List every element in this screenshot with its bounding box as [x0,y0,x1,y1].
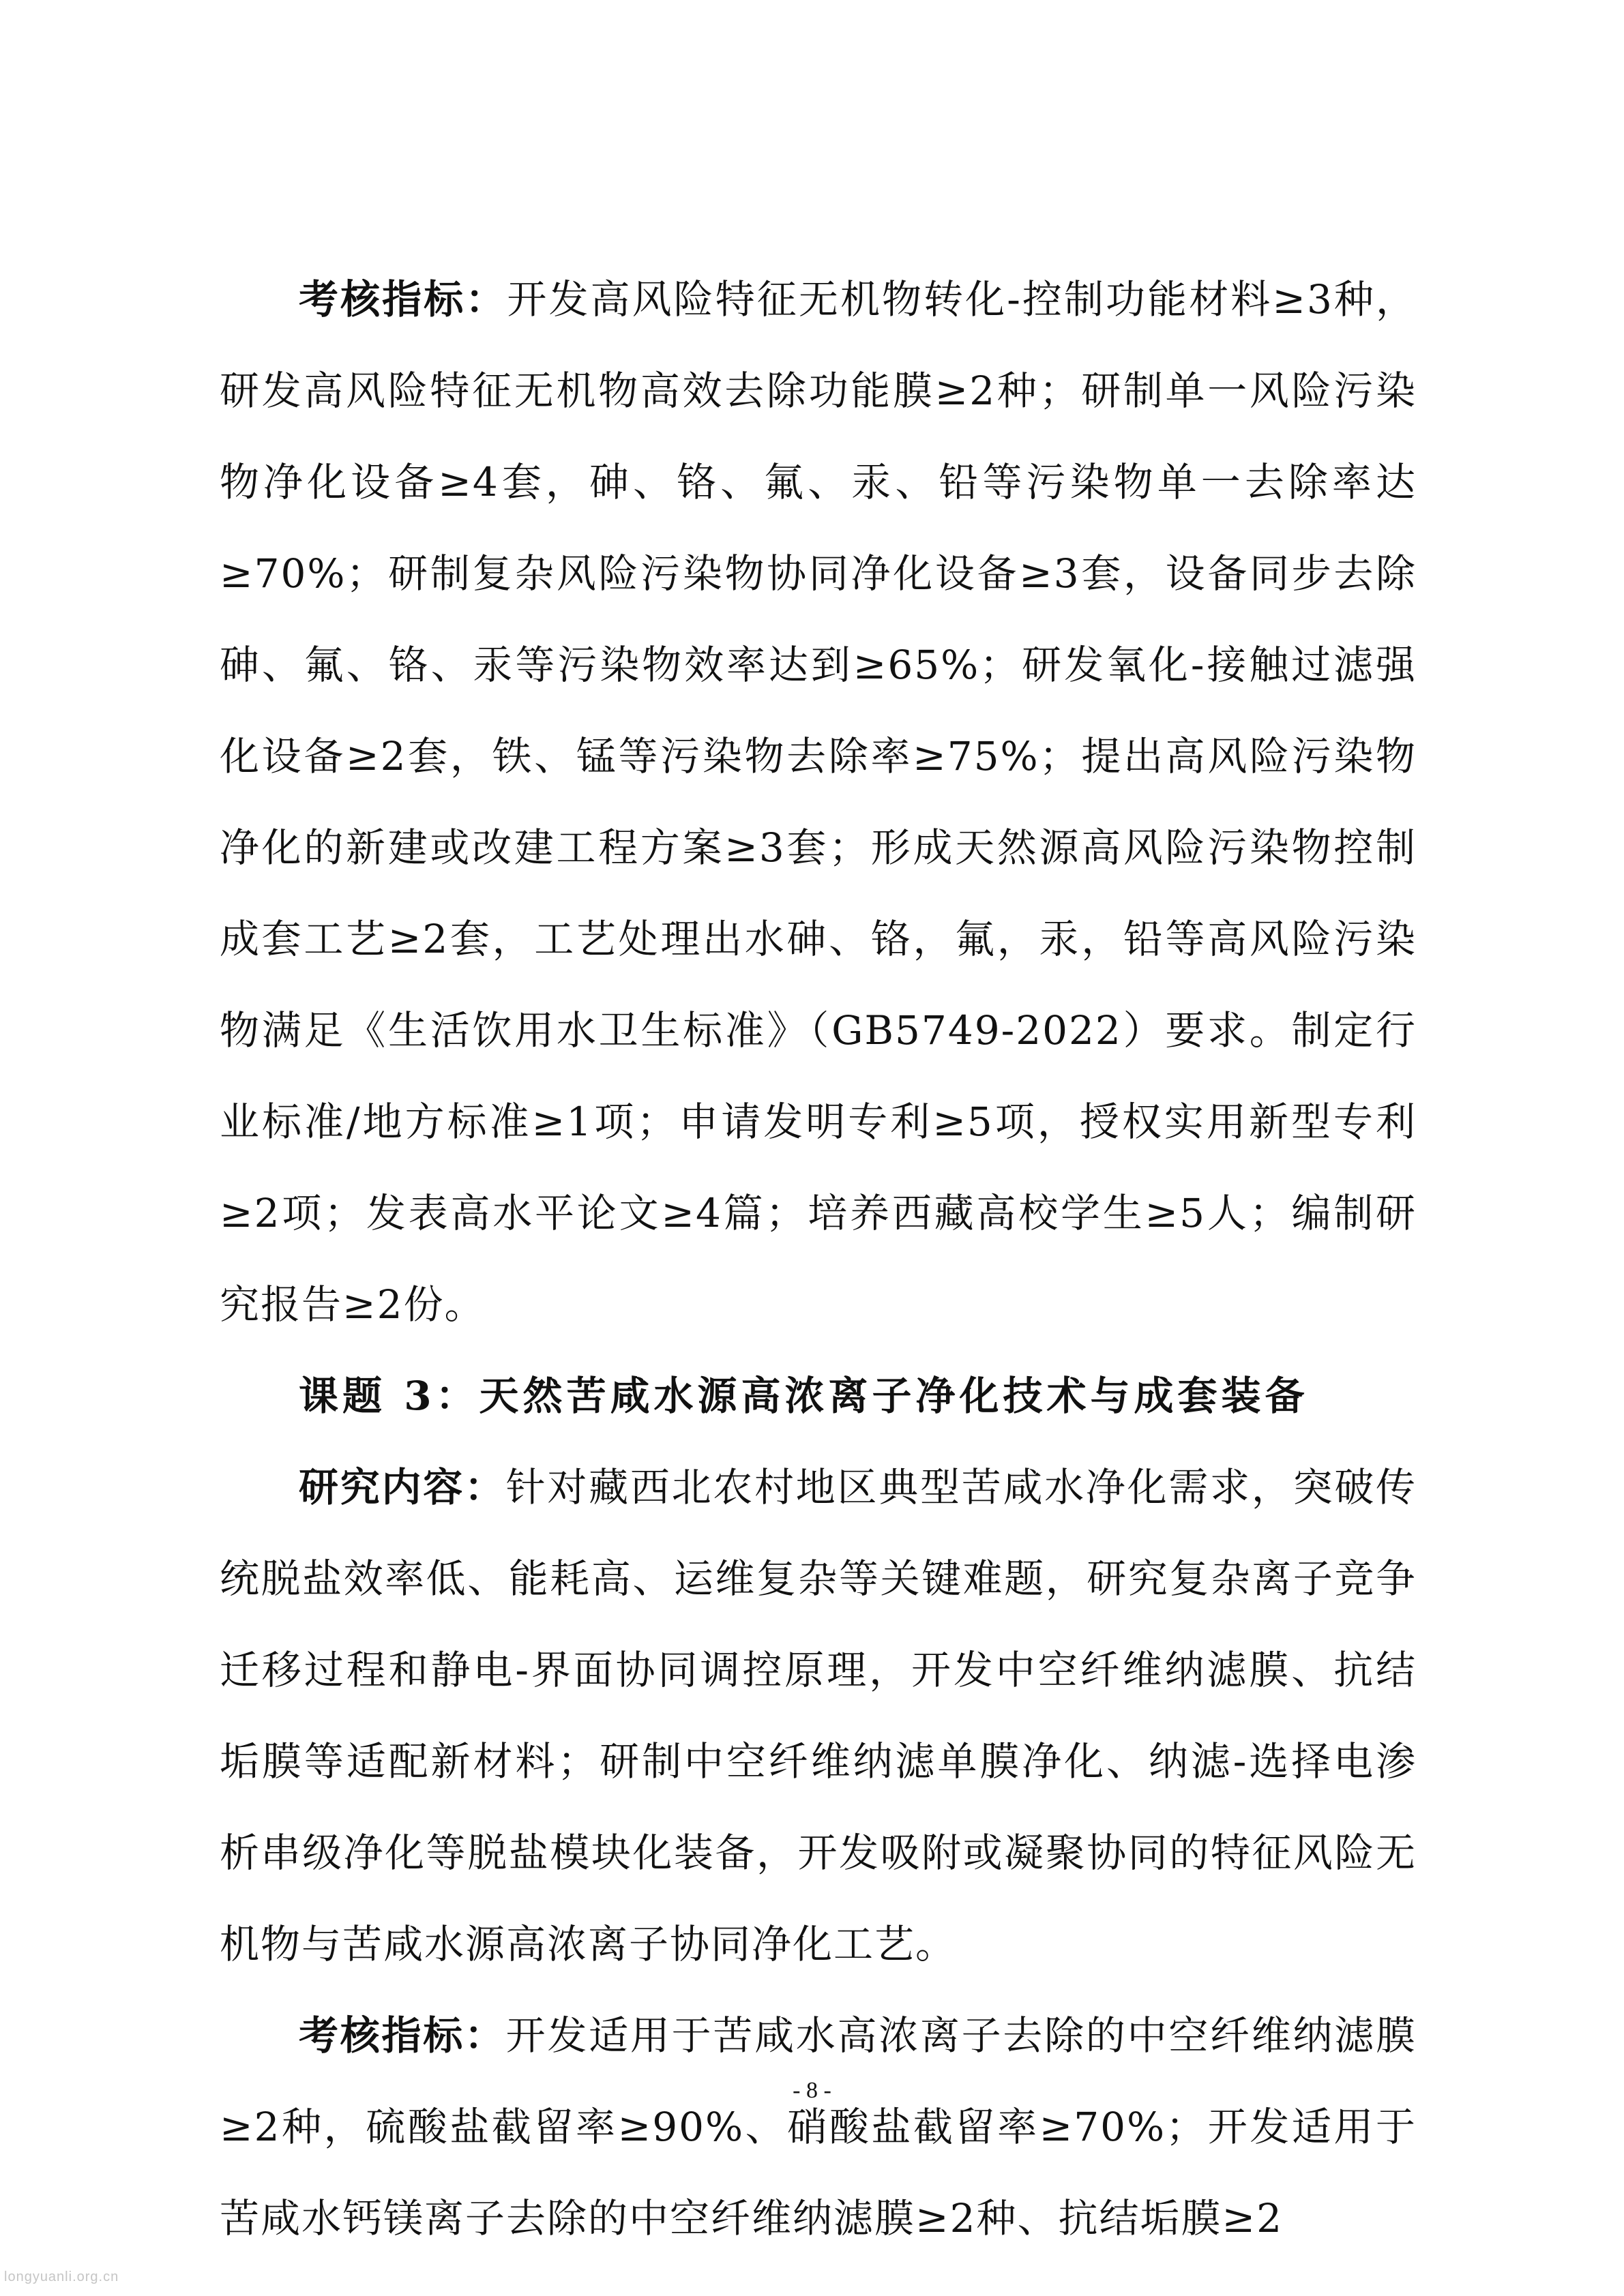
research-content-paragraph [220,1442,1417,1990]
research-content-label: 研究内容： [299,1464,506,1510]
watermark: longyuanli.org.cn [4,2269,119,2284]
assessment-label-1: 考核指标： [299,276,507,323]
assessment-label-2: 考核指标： [299,2012,506,2059]
assessment-paragraph-2 [220,1990,1417,2264]
page-number: - 8 - [793,2078,831,2103]
body-text [220,254,1417,2264]
topic-title: 课题 3：天然苦咸水源高浓离子净化技术与成套装备 [299,1373,1309,1419]
assessment-paragraph-1 [220,254,1417,1350]
assessment-text-2: 开发适用于苦咸水高浓离子去除的中空纤维纳滤膜≥2种，硫酸盐截留率≥90%、硝酸盐截留率≥70%；开发适用于苦咸水钙镁离子去除的中空纤维纳滤膜≥2种、抗结垢膜≥2 [220,2012,1417,2241]
research-content-text: 针对藏西北农村地区典型苦咸水净化需求，突破传统脱盐效率低、能耗高、运维复杂等关键难题，研究复杂离子竞争迁移过程和静电-界面协同调控原理，开发中空纤维纳滤膜、抗结垢膜等适配新材料；研制中空纤维纳滤单膜净化、纳滤-选择电渗析串级净化等脱盐模块化装备，开发吸附或凝聚协同的特征风险无机物与苦咸水源高浓离子协同净化工艺。 [220,1464,1417,1967]
assessment-text-1: 开发高风险特征无机物转化-控制功能材料≥3种，研发高风险特征无机物高效去除功能膜≥2种；研制单一风险污染物净化设备≥4套，砷、铬、氟、汞、铅等污染物单一去除率达≥70%；研制复杂风险污染物协同净化设备≥3套，设备同步去除砷、氟、铬、汞等污染物效率达到≥65%；研发氧化-接触过滤强化设备≥2套，铁、锰等污染物去除率≥75%；提出高风险污染物净化的新建或改建工程方案≥3套；形成天然源高风险污染物控制成套工艺≥2套，工艺处理出水砷、铬，氟，汞，铅等高风险污染物满足《生活饮用水卫生标准》（GB5749-2022）要求。制定行业标准/地方标准≥1项；申请发明专利≥5项，授权实用新型专利≥2项；发表高水平论文≥4篇；培养西藏高校学生≥5人；编制研究报告≥2份。 [220,276,1417,1328]
